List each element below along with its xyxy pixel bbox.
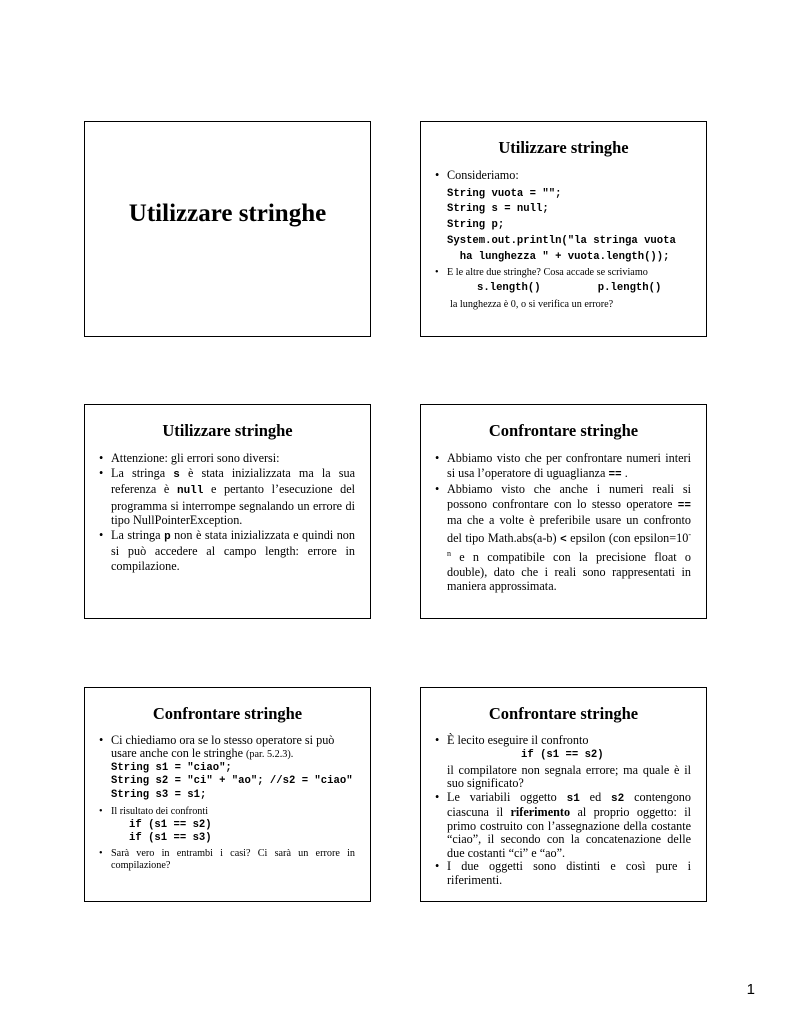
inline-code: == <box>608 468 622 481</box>
bold-text: riferimento <box>510 805 571 819</box>
inline-code: s2 <box>611 792 625 805</box>
code-block: String vuota = ""; String s = null; String p; System.out.println("la stringa vuota ha lunghezza " + vuota.length()); <box>447 187 676 263</box>
code-line: s.length() p.length() <box>477 281 662 294</box>
inline-code: < <box>560 533 567 546</box>
inline-code: s <box>173 468 180 481</box>
bullet-item <box>99 451 355 466</box>
slide-4 <box>420 404 707 619</box>
slide-title: Utilizzare stringhe <box>162 421 293 440</box>
bullet-item <box>99 734 355 762</box>
bullet-item <box>435 791 691 861</box>
bullet-text: Consideriamo: <box>447 168 519 182</box>
bullet-text: Attenzione: gli errori sono diversi: <box>111 451 280 465</box>
bullet-text: Sarà vero in entrambi i casi? Ci sarà un errore in compilazione? <box>111 847 355 871</box>
bullet-text: Il risultato dei confronti <box>111 806 209 817</box>
bullet-text: Abbiamo visto che anche i numeri reali si possono confrontare con lo stesso operatore <box>447 482 691 511</box>
bullet-item <box>99 806 355 819</box>
bullet-text: La stringa <box>111 465 174 480</box>
bullet-text: La stringa <box>111 527 165 542</box>
slide-1 <box>84 121 371 337</box>
reference-text: (par. 5.2.3). <box>246 749 294 760</box>
bullet-text: ed <box>579 789 612 804</box>
bullet-text: è stata inizializzata ma la sua referenza è <box>111 465 355 496</box>
inline-code: == <box>677 499 691 512</box>
inline-code: null <box>176 485 204 497</box>
slide-title: Utilizzare stringhe <box>128 200 327 227</box>
bullet-text: non è stata inizializzata e quindi non si può accedere al campo length: errore in compilazione. <box>111 527 355 573</box>
slide-title: Confrontare stringhe <box>488 421 639 440</box>
exponent: -n <box>447 529 691 559</box>
bullet-text: Ci chiediamo ora se lo stesso operatore si può usare anche con le stringhe <box>111 733 335 760</box>
slide-6 <box>420 687 707 902</box>
code-line: if (s1 == s2) <box>521 748 604 761</box>
slide-5 <box>84 687 371 902</box>
bullet-text: I due oggetti sono distinti e così pure i riferimenti. <box>447 859 691 887</box>
bullet-item <box>435 482 691 594</box>
bullet-continuation: il compilatore non segnala errore; ma quale è il suo significato? <box>447 762 691 790</box>
bullet-text: E le altre due stringhe? Cosa accade se scriviamo <box>447 267 648 279</box>
bullet-text: contengono ciascuna il <box>447 789 691 819</box>
bullet-text: ma che a volte è preferibile usare un confronto del tipo Math.abs(a-b) <box>447 513 691 545</box>
bullet-item <box>99 466 355 528</box>
page-number: 1 <box>746 981 755 998</box>
bullet-text: È lecito eseguire il confronto <box>447 733 589 747</box>
bullet-item <box>435 168 691 183</box>
bullet-item <box>99 528 355 574</box>
bullet-text: al proprio oggetto: il primo costruito con l’assegnazione della costante “ciao”, il secondo con la concatenazione delle due costanti “ci” e “ao”. <box>447 805 691 860</box>
bullet-text: epsilon (con epsilon=10 <box>566 530 689 545</box>
bullet-text: Le variabili oggetto <box>447 789 567 804</box>
bullet-item <box>435 267 691 280</box>
bullet-text: e n compatibile con la precisione float o double), dato che i reali sono rappresentati in maniera approssimata. <box>447 550 691 594</box>
bullet-item <box>99 848 355 873</box>
code-block: String s1 = "ciao"; String s2 = "ci" + "ao"; //s2 = "ciao" String s3 = s1; <box>111 761 353 801</box>
slide-2 <box>420 121 707 337</box>
code-block: if (s1 == s2) if (s1 == s3) <box>129 818 212 844</box>
slide-3 <box>84 404 371 619</box>
inline-code: p <box>164 530 171 543</box>
inline-code: s1 <box>566 792 580 805</box>
slide-title: Confrontare stringhe <box>152 704 303 723</box>
bullet-item <box>435 451 691 482</box>
bullet-text: . <box>621 465 628 480</box>
bullet-text: e pertanto l’esecuzione del programma si interrompe segnalando un errore di tipo NullPointerException. <box>111 482 355 527</box>
slide-title: Utilizzare stringhe <box>498 138 629 157</box>
bullet-item <box>435 860 691 887</box>
slide-title: Confrontare stringhe <box>488 704 639 723</box>
bullet-text: Abbiamo visto che per confrontare numeri interi si usa l’operatore di uguaglianza <box>447 451 691 480</box>
bullet-item <box>435 734 691 748</box>
question-text: la lunghezza è 0, o si verifica un errore? <box>450 298 614 310</box>
